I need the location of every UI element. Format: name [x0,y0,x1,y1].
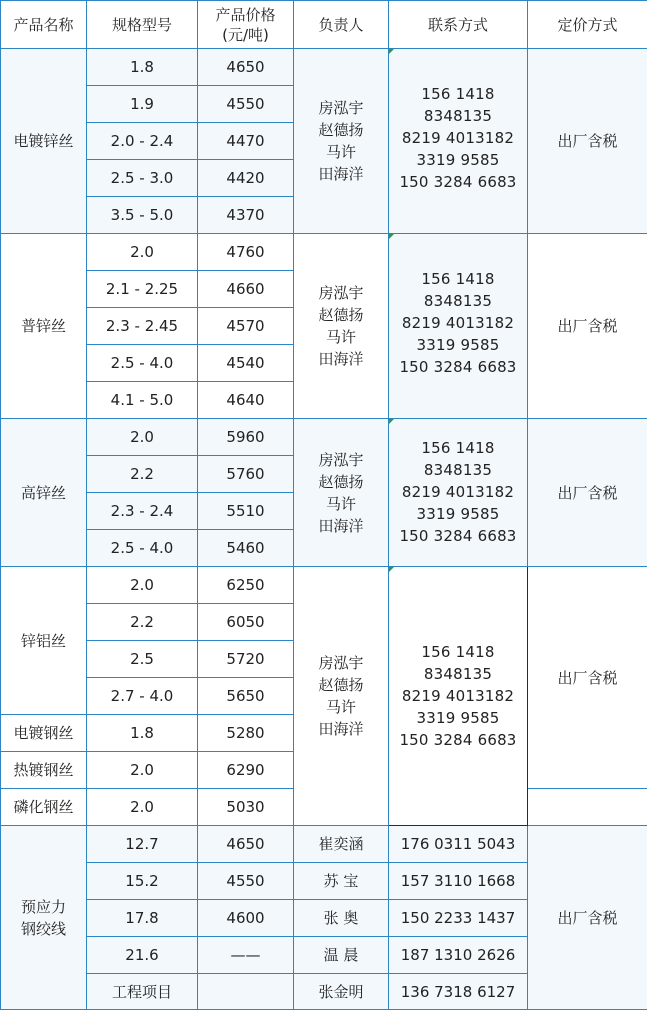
phone-number: 150 3284 6683 [399,358,517,376]
person-cell: 崔奕涵 [294,826,389,863]
price-cell: 6290 [198,752,294,789]
table-row [1,49,647,86]
person-name: 田海洋 [318,516,364,535]
pricing-cell: 出厂含税 [528,826,647,1010]
contact-cell [389,567,528,826]
price-cell: 5650 [198,678,294,715]
product-name-cell: 热镀钢丝 [1,752,87,789]
price-cell: 6050 [198,604,294,641]
spec-cell: 2.2 [87,456,198,493]
price-cell: 5760 [198,456,294,493]
spec-cell: 21.6 [87,937,198,974]
price-cell: 5460 [198,530,294,567]
phone-number: 3319 9585 [416,505,500,523]
person-name: 田海洋 [318,350,364,368]
header-price-line2: (元/吨) [222,25,269,44]
contact-cell: 187 1310 2626 [389,937,528,974]
contact-cell: 157 3110 1668 [389,863,528,900]
person-cell: 张 奥 [294,900,389,937]
spec-cell: 2.0 [87,789,198,826]
spec-cell: 2.7 - 4.0 [87,678,198,715]
person-name: 田海洋 [318,165,364,183]
spec-cell: 2.3 - 2.45 [87,308,198,345]
price-cell: 5280 [198,715,294,752]
pricing-cell: 出厂含税 [528,419,647,567]
contact-cell [389,419,528,567]
spec-cell: 1.8 [87,715,198,752]
table-row [1,826,647,863]
person-name: 马许 [325,698,356,716]
product-name-cell: 电镀钢丝 [1,715,87,752]
price-cell: 4550 [198,86,294,123]
person-name: 田海洋 [318,720,364,738]
contact-cell: 150 2233 1437 [389,900,528,937]
spec-cell: 3.5 - 5.0 [87,197,198,234]
spec-cell: 2.5 - 4.0 [87,530,198,567]
spec-cell: 12.7 [87,826,198,863]
product-name-cell: 高锌丝 [1,419,87,567]
phone-number: 150 3284 6683 [399,731,517,749]
header-product: 产品名称 [1,1,87,49]
header-spec: 规格型号 [87,1,198,49]
price-cell: 4540 [198,345,294,382]
spec-cell: 17.8 [87,900,198,937]
price-cell: 4650 [198,49,294,86]
contact-cell: 136 7318 6127 [389,974,528,1010]
spec-cell: 2.2 [87,604,198,641]
spec-cell: 2.5 [87,641,198,678]
person-name: 赵德扬 [318,306,364,324]
spec-cell: 2.0 [87,234,198,271]
spec-cell: 2.0 [87,752,198,789]
price-cell: —— [198,937,294,974]
project-label-cell: 工程项目 [87,974,198,1010]
phone-number: 156 1418 8348135 [421,85,495,125]
spec-cell: 4.1 - 5.0 [87,382,198,419]
contact-cell [389,49,528,234]
price-cell: 4640 [198,382,294,419]
pricing-cell: 出厂含税 [528,567,647,789]
table-row [1,567,647,604]
person-cell: 苏 宝 [294,863,389,900]
phone-number: 3319 9585 [416,336,500,354]
header-price [198,1,294,49]
price-cell: 4760 [198,234,294,271]
price-cell: 4570 [198,308,294,345]
price-cell: 5960 [198,419,294,456]
price-cell: 4660 [198,271,294,308]
person-cell [294,234,389,419]
product-name-cell [1,826,87,1010]
header-price-line1: 产品价格 [215,5,276,24]
phone-number: 3319 9585 [416,709,500,727]
price-cell: 4650 [198,826,294,863]
product-name-cell: 电镀锌丝 [1,49,87,234]
person-name: 房泓宇 [318,284,364,302]
person-cell [294,419,389,567]
person-name: 房泓宇 [318,450,364,469]
price-cell-empty [198,974,294,1010]
person-cell [294,49,389,234]
spec-cell: 2.3 - 2.4 [87,493,198,530]
spec-cell: 1.9 [87,86,198,123]
price-cell: 4550 [198,863,294,900]
phone-number: 150 3284 6683 [399,173,517,191]
pricing-cell-empty [528,789,647,826]
price-cell: 4470 [198,123,294,160]
header-person: 负责人 [294,1,389,49]
price-cell: 6250 [198,567,294,604]
price-cell: 4600 [198,900,294,937]
person-name: 马许 [325,328,356,346]
person-name: 马许 [325,494,356,513]
person-cell: 温 晨 [294,937,389,974]
header-pricing: 定价方式 [528,1,647,49]
price-cell: 5030 [198,789,294,826]
header-contact: 联系方式 [389,1,528,49]
pricing-cell: 出厂含税 [528,49,647,234]
spec-cell: 2.0 [87,419,198,456]
spec-cell: 2.5 - 3.0 [87,160,198,197]
person-name: 马许 [325,143,356,161]
person-name: 房泓宇 [318,654,364,672]
phone-number: 8219 4013182 [401,314,515,332]
person-cell: 张金明 [294,974,389,1010]
person-name: 房泓宇 [318,99,364,117]
person-cell [294,567,389,826]
person-name: 赵德扬 [318,121,364,139]
phone-number: 156 1418 8348135 [421,270,495,310]
price-cell: 5510 [198,493,294,530]
spec-cell: 1.8 [87,49,198,86]
product-name-cell: 锌铝丝 [1,567,87,715]
pricing-cell: 出厂含税 [528,234,647,419]
price-cell: 5720 [198,641,294,678]
phone-number: 150 3284 6683 [399,527,517,545]
phone-number: 8219 4013182 [401,129,515,147]
person-name: 赵德扬 [318,676,364,694]
person-name: 赵德扬 [318,472,364,491]
product-name-line: 钢绞线 [20,919,66,938]
phone-number: 156 1418 8348135 [421,643,495,683]
phone-number: 8219 4013182 [401,687,515,705]
spec-cell: 2.5 - 4.0 [87,345,198,382]
spec-cell: 2.1 - 2.25 [87,271,198,308]
product-name-cell: 普锌丝 [1,234,87,419]
phone-number: 8219 4013182 [401,483,515,501]
product-name-cell: 磷化钢丝 [1,789,87,826]
spec-cell: 2.0 - 2.4 [87,123,198,160]
table-row [1,419,647,456]
phone-number: 156 1418 8348135 [421,439,495,479]
phone-number: 3319 9585 [416,151,500,169]
price-cell: 4370 [198,197,294,234]
spec-cell: 2.0 [87,567,198,604]
header-row [1,1,647,49]
spec-cell: 15.2 [87,863,198,900]
contact-cell [389,234,528,419]
product-name-line: 预应力 [20,897,66,916]
contact-cell: 176 0311 5043 [389,826,528,863]
table-row [1,234,647,271]
price-cell: 4420 [198,160,294,197]
